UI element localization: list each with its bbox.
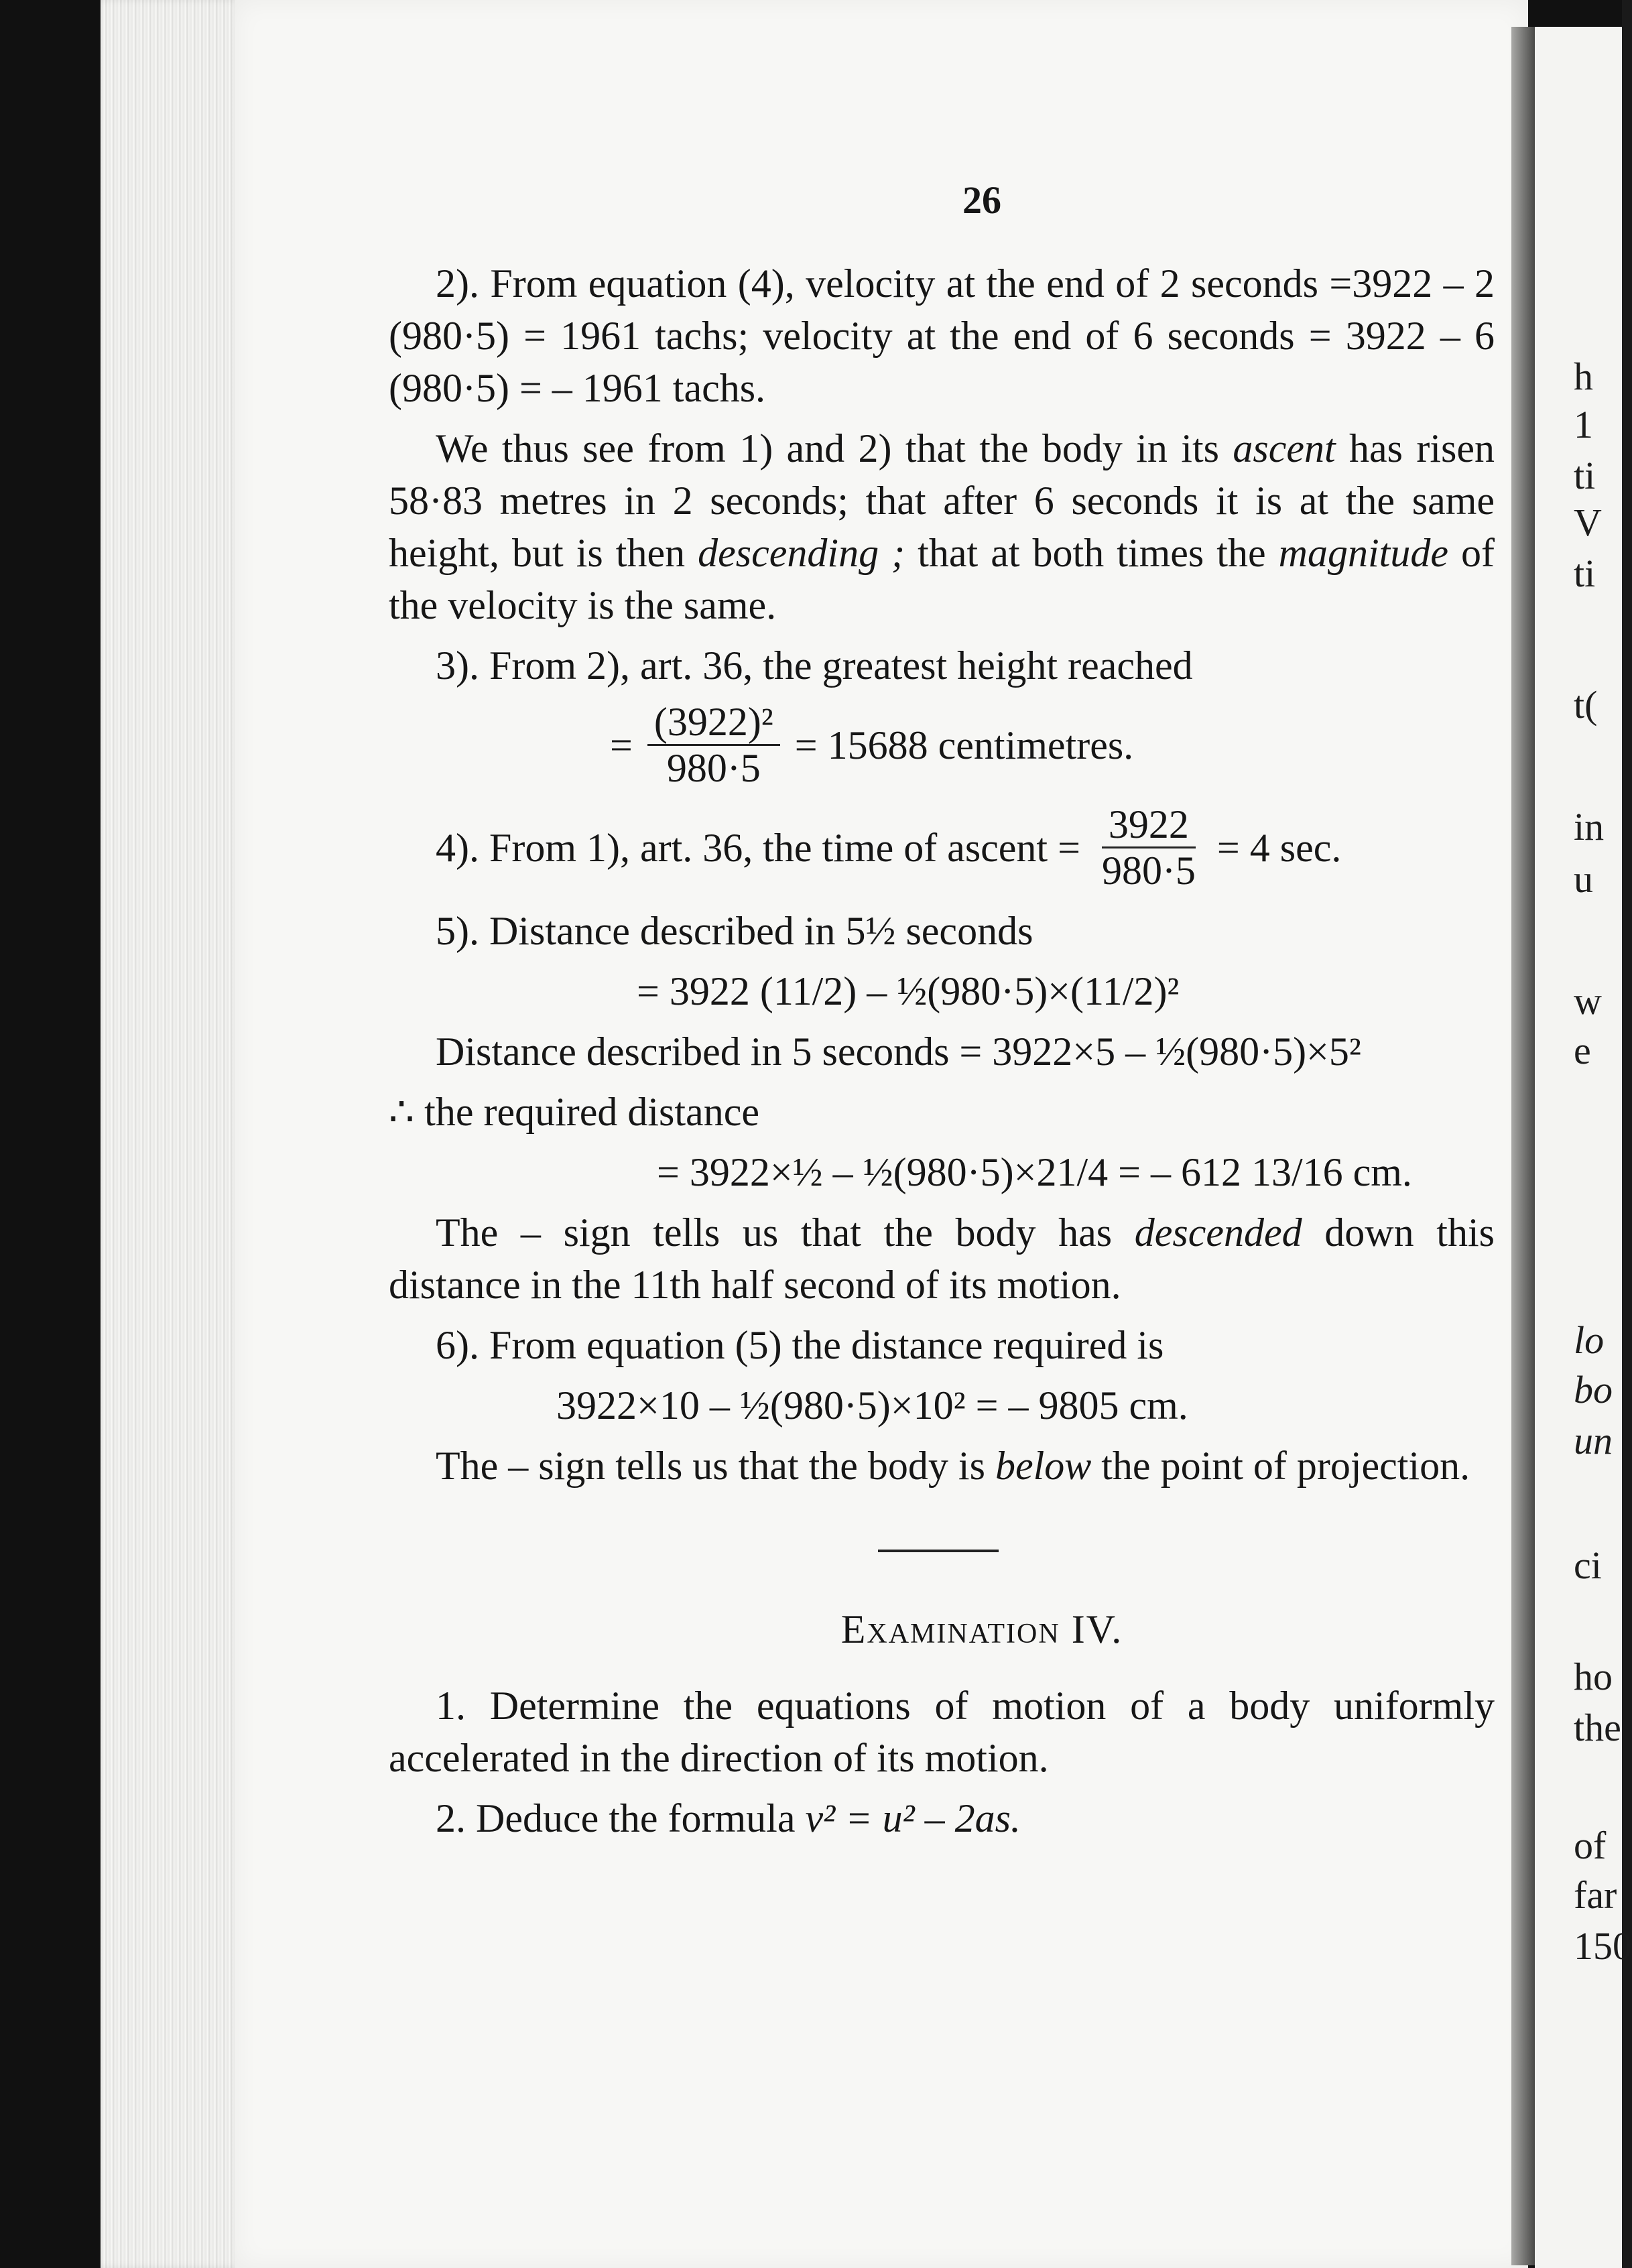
fragment-text: w [1574,979,1602,1023]
text-run: 4). From 1), art. 36, the time of ascent = [436,825,1080,870]
equation-result: = 4 sec. [1216,825,1342,870]
equation-result: = 15688 centimetres. [794,722,1134,767]
italic-term: descended [1134,1210,1302,1255]
italic-term: below [995,1444,1092,1488]
fragment-text: bo [1574,1368,1613,1411]
paragraph-equation-5: 6). From equation (5) the distance required is [436,1323,1164,1367]
page-number: 26 [962,178,1001,222]
paragraph-below [389,1440,1495,1492]
paragraph-distance-5: Distance described in 5 seconds = 3922×5 – ½(980·5)×5² [436,1029,1361,1074]
fragment-text: far [1574,1873,1617,1917]
fragment-text: in [1574,805,1605,848]
formula: v² = u² – 2as. [805,1796,1021,1840]
fraction [1095,802,1202,893]
paragraph-greatest-height: 3). From 2), art. 36, the greatest height reached [436,643,1193,688]
equation-distance-5-5: = 3922 (11/2) – ½(980·5)×(11/2)² [637,969,1180,1013]
equation-required-distance: = 3922×½ – ½(980·5)×21/4 = – 612 13/16 cm. [657,1150,1412,1194]
paragraph-required-distance: ∴ the required distance [389,1090,759,1134]
text-run: We thus see from 1) and 2) that the body in its [436,426,1233,470]
section-heading [389,1603,1495,1655]
heading-number: IV. [1071,1607,1123,1651]
equation-greatest-height [389,700,1495,790]
numerator: 3922 [1102,802,1196,848]
text-run: the point of projection. [1091,1444,1470,1488]
question-1: 1. Determine the equations of motion of a body uniformly accelerated in the direction of its motion. [389,1684,1495,1780]
section-divider [878,1550,999,1552]
fragment-text: ti [1574,552,1596,595]
paragraph-distance-5-5: 5). Distance described in 5½ seconds [436,909,1033,953]
page-gutter [1511,27,1538,2265]
denominator: 980·5 [666,746,761,790]
fraction [647,700,780,790]
fragment-text: ho [1574,1655,1613,1698]
fragment-text: ti [1574,454,1596,497]
equation-distance-10: 3922×10 – ½(980·5)×10² = – 9805 cm. [556,1383,1188,1428]
question-2 [389,1792,1495,1844]
paragraph-time-of-ascent [389,802,1495,893]
italic-term: descending ; [698,531,905,575]
fragment-text: t( [1574,683,1598,727]
numerator: (3922)² [647,700,780,746]
denominator: 980·5 [1101,848,1196,893]
fragment-text: lo [1574,1318,1605,1362]
fragment-text: un [1574,1419,1613,1462]
text-run: The – sign tells us that the body has [436,1210,1135,1255]
text-run: 2. Deduce the formula [436,1796,806,1840]
fragment-text: 1 [1574,403,1593,446]
paragraph-descended [389,1206,1495,1311]
heading-word: Examination [840,1607,1060,1651]
fragment-text: 150 [1574,1924,1632,1968]
fragment-text: the [1574,1706,1621,1749]
italic-term: magnitude [1278,531,1448,575]
text-run: The – sign tells us that the body is [436,1444,995,1488]
text-run: down this distance in the 11th half second of its motion. [389,1210,1495,1307]
page-edges [101,0,241,2268]
equals-sign: = [610,722,633,767]
text-run: has risen 58·83 metres in 2 seconds; that after 6 seconds it is at the same height, but is then [389,426,1495,575]
fragment-text: u [1574,857,1593,901]
fragment-text: e [1574,1029,1591,1072]
paragraph-ascent [389,422,1495,631]
fragment-text: ci [1574,1544,1602,1587]
italic-term: ascent [1233,426,1336,470]
paragraph-velocity: 2). From equation (4), velocity at the end of 2 seconds =3922 – 2 (980·5) = 1961 tachs; velocity at the end of 6 seconds = 3922 – 6 (980·5) = – 1961 tachs. [389,261,1495,410]
text-run: of the velocity is the same. [389,531,1495,627]
text-run: that at both times the [905,531,1279,575]
fragment-text: h [1574,355,1593,398]
page-content [389,174,1495,1852]
adjacent-page-fragment [1535,27,1632,2268]
fragment-text: of [1574,1824,1607,1867]
fragment-text: V [1574,501,1602,544]
